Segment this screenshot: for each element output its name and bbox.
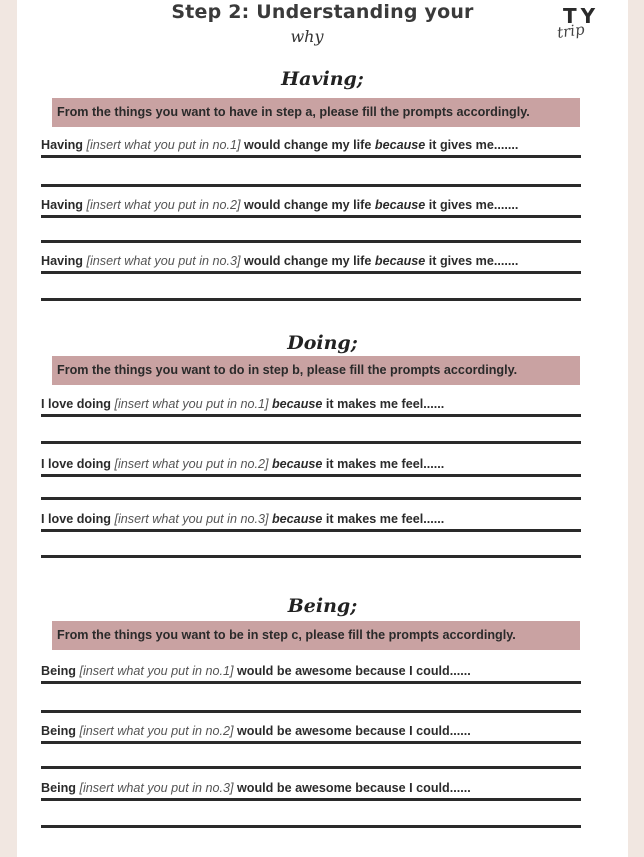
section-heading-having: Having; — [281, 68, 364, 90]
prompt-line-having-3[interactable]: Having [insert what you put in no.3] would change my life because it gives me....... — [41, 254, 581, 274]
prompt-line-doing-1[interactable]: I love doing [insert what you put in no.1] because it makes me feel...... — [41, 397, 581, 417]
answer-line[interactable] — [41, 240, 581, 243]
logo-script: trip — [555, 20, 586, 42]
answer-line[interactable] — [41, 766, 581, 769]
worksheet-page — [17, 0, 628, 857]
prompt-line-being-1[interactable]: Being [insert what you put in no.1] would be awesome because I could...... — [41, 664, 581, 684]
prompt-line-having-2[interactable]: Having [insert what you put in no.2] would change my life because it gives me....... — [41, 198, 581, 218]
answer-line[interactable] — [41, 441, 581, 444]
instruction-band-having: From the things you want to have in step a, please fill the prompts accordingly. — [52, 98, 580, 127]
page-title: Step 2: Understanding your — [171, 1, 474, 23]
prompt-line-being-2[interactable]: Being [insert what you put in no.2] would be awesome because I could...... — [41, 724, 581, 744]
logo-letters: TY — [563, 4, 600, 28]
answer-line[interactable] — [41, 184, 581, 187]
answer-line[interactable] — [41, 555, 581, 558]
prompt-line-doing-2[interactable]: I love doing [insert what you put in no.2] because it makes me feel...... — [41, 457, 581, 477]
instruction-band-doing: From the things you want to do in step b, please fill the prompts accordingly. — [52, 356, 580, 385]
page-subtitle: why — [290, 27, 324, 46]
answer-line[interactable] — [41, 298, 581, 301]
section-heading-doing: Doing; — [287, 332, 358, 354]
answer-line[interactable] — [41, 710, 581, 713]
answer-line[interactable] — [41, 497, 581, 500]
prompt-line-being-3[interactable]: Being [insert what you put in no.3] would be awesome because I could...... — [41, 781, 581, 801]
instruction-band-being: From the things you want to be in step c, please fill the prompts accordingly. — [52, 621, 580, 650]
section-heading-being: Being; — [287, 595, 358, 617]
answer-line[interactable] — [41, 825, 581, 828]
prompt-line-having-1[interactable]: Having [insert what you put in no.1] would change my life because it gives me....... — [41, 138, 581, 158]
prompt-line-doing-3[interactable]: I love doing [insert what you put in no.3] because it makes me feel...... — [41, 512, 581, 532]
brand-logo — [557, 4, 607, 48]
